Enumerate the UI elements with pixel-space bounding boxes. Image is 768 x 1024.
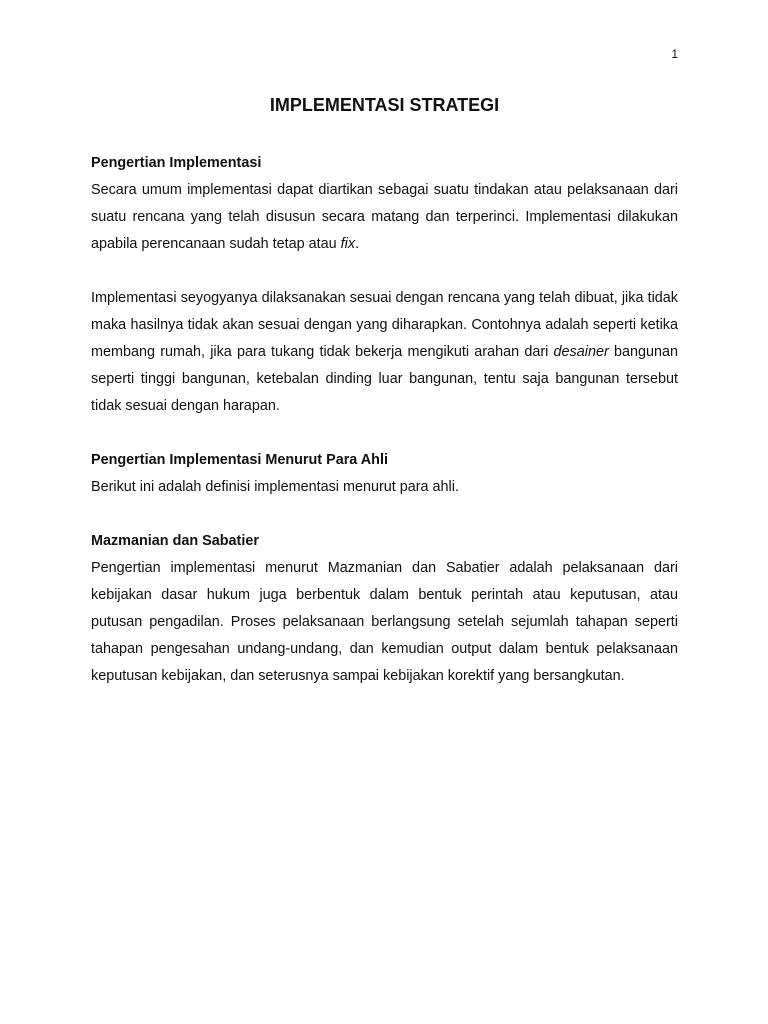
paragraph-definition	[91, 177, 678, 258]
paragraph-text: .	[355, 236, 360, 252]
spacer	[91, 258, 678, 285]
italic-term: desainer	[553, 344, 609, 360]
paragraph-text: Implementasi seyogyanya dilaksanakan sesuai dengan rencana yang telah dibuat, jika tidak maka hasilnya tidak akan sesuai dengan yang diharapkan. Contohnya adalah seperti ketika membang rumah, jika para tukang tidak bekerja mengikuti arahan dari	[91, 290, 678, 360]
paragraph-mazmanian: Pengertian implementasi menurut Mazmanian dan Sabatier adalah pelaksanaan dari kebijakan dasar hukum juga berbentuk dalam bentuk perintah atau keputusan, atau putusan pengadilan. Proses pelaksanaan berlangsung setelah sejumlah tahapan seperti tahapan pengesahan undang-undang, dan kemudian output dalam bentuk pelaksanaan keputusan kebijakan, dan seterusnya sampai kebijakan korektif yang bersangkutan.	[91, 560, 678, 684]
page-number: 1	[671, 47, 678, 61]
paragraph-example	[91, 285, 678, 420]
spacer	[91, 501, 678, 528]
section-heading-para-ahli: Pengertian Implementasi Menurut Para Ahli	[91, 452, 388, 468]
spacer	[91, 420, 678, 447]
paragraph-intro-ahli: Berikut ini adalah definisi implementasi menurut para ahli.	[91, 479, 459, 495]
section-heading-mazmanian: Mazmanian dan Sabatier	[91, 533, 259, 549]
document-title: IMPLEMENTASI STRATEGI	[269, 95, 500, 115]
paragraph-text: bangunan seperti tinggi bangunan, ketebalan dinding luar bangunan, tentu saja bangunan tersebut tidak sesuai dengan harapan.	[91, 344, 678, 414]
italic-term: fix	[340, 236, 356, 252]
document-body	[91, 150, 678, 690]
paragraph-text: Secara umum implementasi dapat diartikan sebagai suatu tindakan atau pelaksanaan dari suatu rencana yang telah disusun secara matang dan terperinci. Implementasi dilakukan apabila perencanaan sudah tetap atau	[91, 182, 678, 252]
section-heading-pengertian: Pengertian Implementasi	[91, 155, 262, 171]
